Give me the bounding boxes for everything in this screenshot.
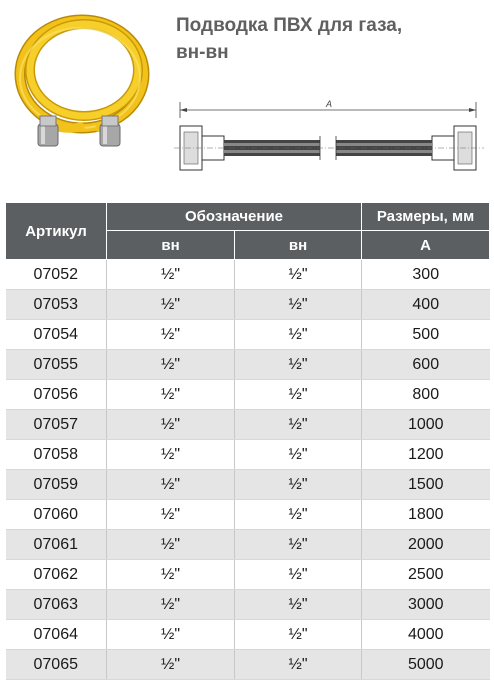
cell-left: ½" [107,500,235,530]
cell-right: ½" [235,470,362,500]
cell-size: 500 [362,320,490,350]
subheader-left: вн [107,231,235,260]
table-row [6,350,490,380]
cell-right: ½" [235,590,362,620]
cell-article: 07058 [6,440,107,470]
subheader-right: вн [235,231,362,260]
table-row [6,380,490,410]
cell-article: 07062 [6,560,107,590]
cell-size: 2000 [362,530,490,560]
cell-size: 1500 [362,470,490,500]
table-row [6,410,490,440]
cell-left: ½" [107,320,235,350]
cell-right: ½" [235,320,362,350]
cell-right: ½" [235,560,362,590]
cell-right: ½" [235,650,362,680]
cell-size: 4000 [362,620,490,650]
table-row [6,260,490,290]
header-designation: Обозначение [107,203,362,231]
cell-article: 07053 [6,290,107,320]
cell-article: 07065 [6,650,107,680]
cell-article: 07056 [6,380,107,410]
cell-left: ½" [107,350,235,380]
product-photo [4,6,154,166]
technical-drawing [170,96,488,176]
cell-left: ½" [107,530,235,560]
cell-left: ½" [107,470,235,500]
cell-right: ½" [235,620,362,650]
cell-right: ½" [235,410,362,440]
cell-left: ½" [107,440,235,470]
cell-size: 5000 [362,650,490,680]
cell-right: ½" [235,260,362,290]
cell-left: ½" [107,620,235,650]
cell-size: 1200 [362,440,490,470]
cell-right: ½" [235,530,362,560]
subheader-size: A [362,231,490,260]
cell-size: 3000 [362,590,490,620]
table-row [6,470,490,500]
cell-left: ½" [107,380,235,410]
cell-right: ½" [235,290,362,320]
cell-right: ½" [235,380,362,410]
cell-article: 07063 [6,590,107,620]
cell-article: 07064 [6,620,107,650]
cell-left: ½" [107,560,235,590]
cell-size: 1000 [362,410,490,440]
cell-article: 07060 [6,500,107,530]
cell-size: 600 [362,350,490,380]
cell-article: 07059 [6,470,107,500]
cell-size: 1800 [362,500,490,530]
header-sizes: Размеры, мм [362,203,490,231]
table-row [6,290,490,320]
cell-size: 400 [362,290,490,320]
cell-right: ½" [235,500,362,530]
table-row [6,650,490,680]
table-row [6,560,490,590]
spec-table [5,202,490,680]
cell-article: 07057 [6,410,107,440]
table-row [6,500,490,530]
cell-left: ½" [107,410,235,440]
cell-article: 07052 [6,260,107,290]
table-row [6,590,490,620]
cell-size: 800 [362,380,490,410]
cell-left: ½" [107,590,235,620]
cell-article: 07061 [6,530,107,560]
title-line-1: Подводка ПВХ для газа, [176,15,403,36]
table-row [6,620,490,650]
table-row [6,320,490,350]
table-row [6,440,490,470]
cell-left: ½" [107,290,235,320]
header-article: Артикул [6,203,107,260]
dimension-label-a: A [326,99,333,109]
cell-left: ½" [107,650,235,680]
cell-article: 07055 [6,350,107,380]
title-line-2: вн-вн [176,42,229,63]
cell-left: ½" [107,260,235,290]
cell-size: 300 [362,260,490,290]
cell-article: 07054 [6,320,107,350]
product-title [176,12,476,66]
cell-right: ½" [235,440,362,470]
table-row [6,530,490,560]
cell-size: 2500 [362,560,490,590]
cell-right: ½" [235,350,362,380]
